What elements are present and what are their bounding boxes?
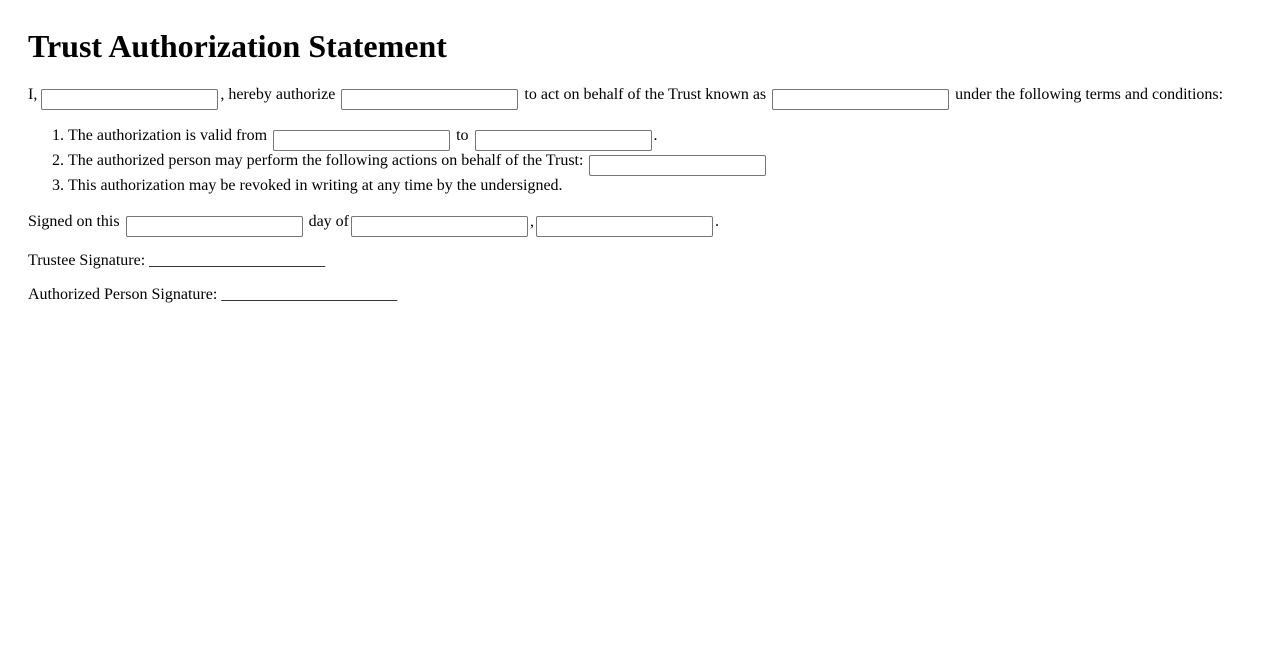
term-1-text: The authorization is valid from <box>68 127 268 144</box>
document-page <box>0 0 1278 305</box>
trust-name-input[interactable] <box>772 89 949 110</box>
term-2-text: The authorized person may perform the following actions on behalf of the Trust: <box>68 152 584 169</box>
term-item-revocation <box>68 176 1250 196</box>
authorized-person-signature-line: Authorized Person Signature: ______________________ <box>28 286 398 303</box>
intro-paragraph <box>28 84 1250 110</box>
signed-comma: , <box>530 213 534 230</box>
term-item-actions <box>68 151 1250 176</box>
term-item-validity <box>68 126 1250 151</box>
term-1-to: to <box>456 127 469 144</box>
trustee-name-input[interactable] <box>41 89 218 110</box>
signed-line <box>28 211 1250 237</box>
page-title: Trust Authorization Statement <box>28 28 447 64</box>
intro-text-4: under the following terms and conditions: <box>955 86 1224 103</box>
intro-text-1: I, <box>28 86 38 103</box>
term-3-text: This authorization may be revoked in writing at any time by the undersigned. <box>68 177 563 194</box>
intro-text-2: , hereby authorize <box>220 86 336 103</box>
signed-day-input[interactable] <box>126 216 303 237</box>
signed-year-input[interactable] <box>536 216 713 237</box>
permitted-actions-input[interactable] <box>589 155 766 176</box>
intro-text-3: to act on behalf of the Trust known as <box>524 86 767 103</box>
valid-to-input[interactable] <box>475 130 652 151</box>
signed-month-input[interactable] <box>351 216 528 237</box>
terms-list <box>28 126 1250 196</box>
trustee-signature-line: Trustee Signature: ______________________ <box>28 252 326 269</box>
signed-text-1: Signed on this <box>28 213 120 230</box>
signed-period: . <box>715 213 719 230</box>
term-1-period: . <box>653 127 658 144</box>
authorized-person-input[interactable] <box>341 89 518 110</box>
signed-text-2: day of <box>308 213 349 230</box>
valid-from-input[interactable] <box>273 130 450 151</box>
